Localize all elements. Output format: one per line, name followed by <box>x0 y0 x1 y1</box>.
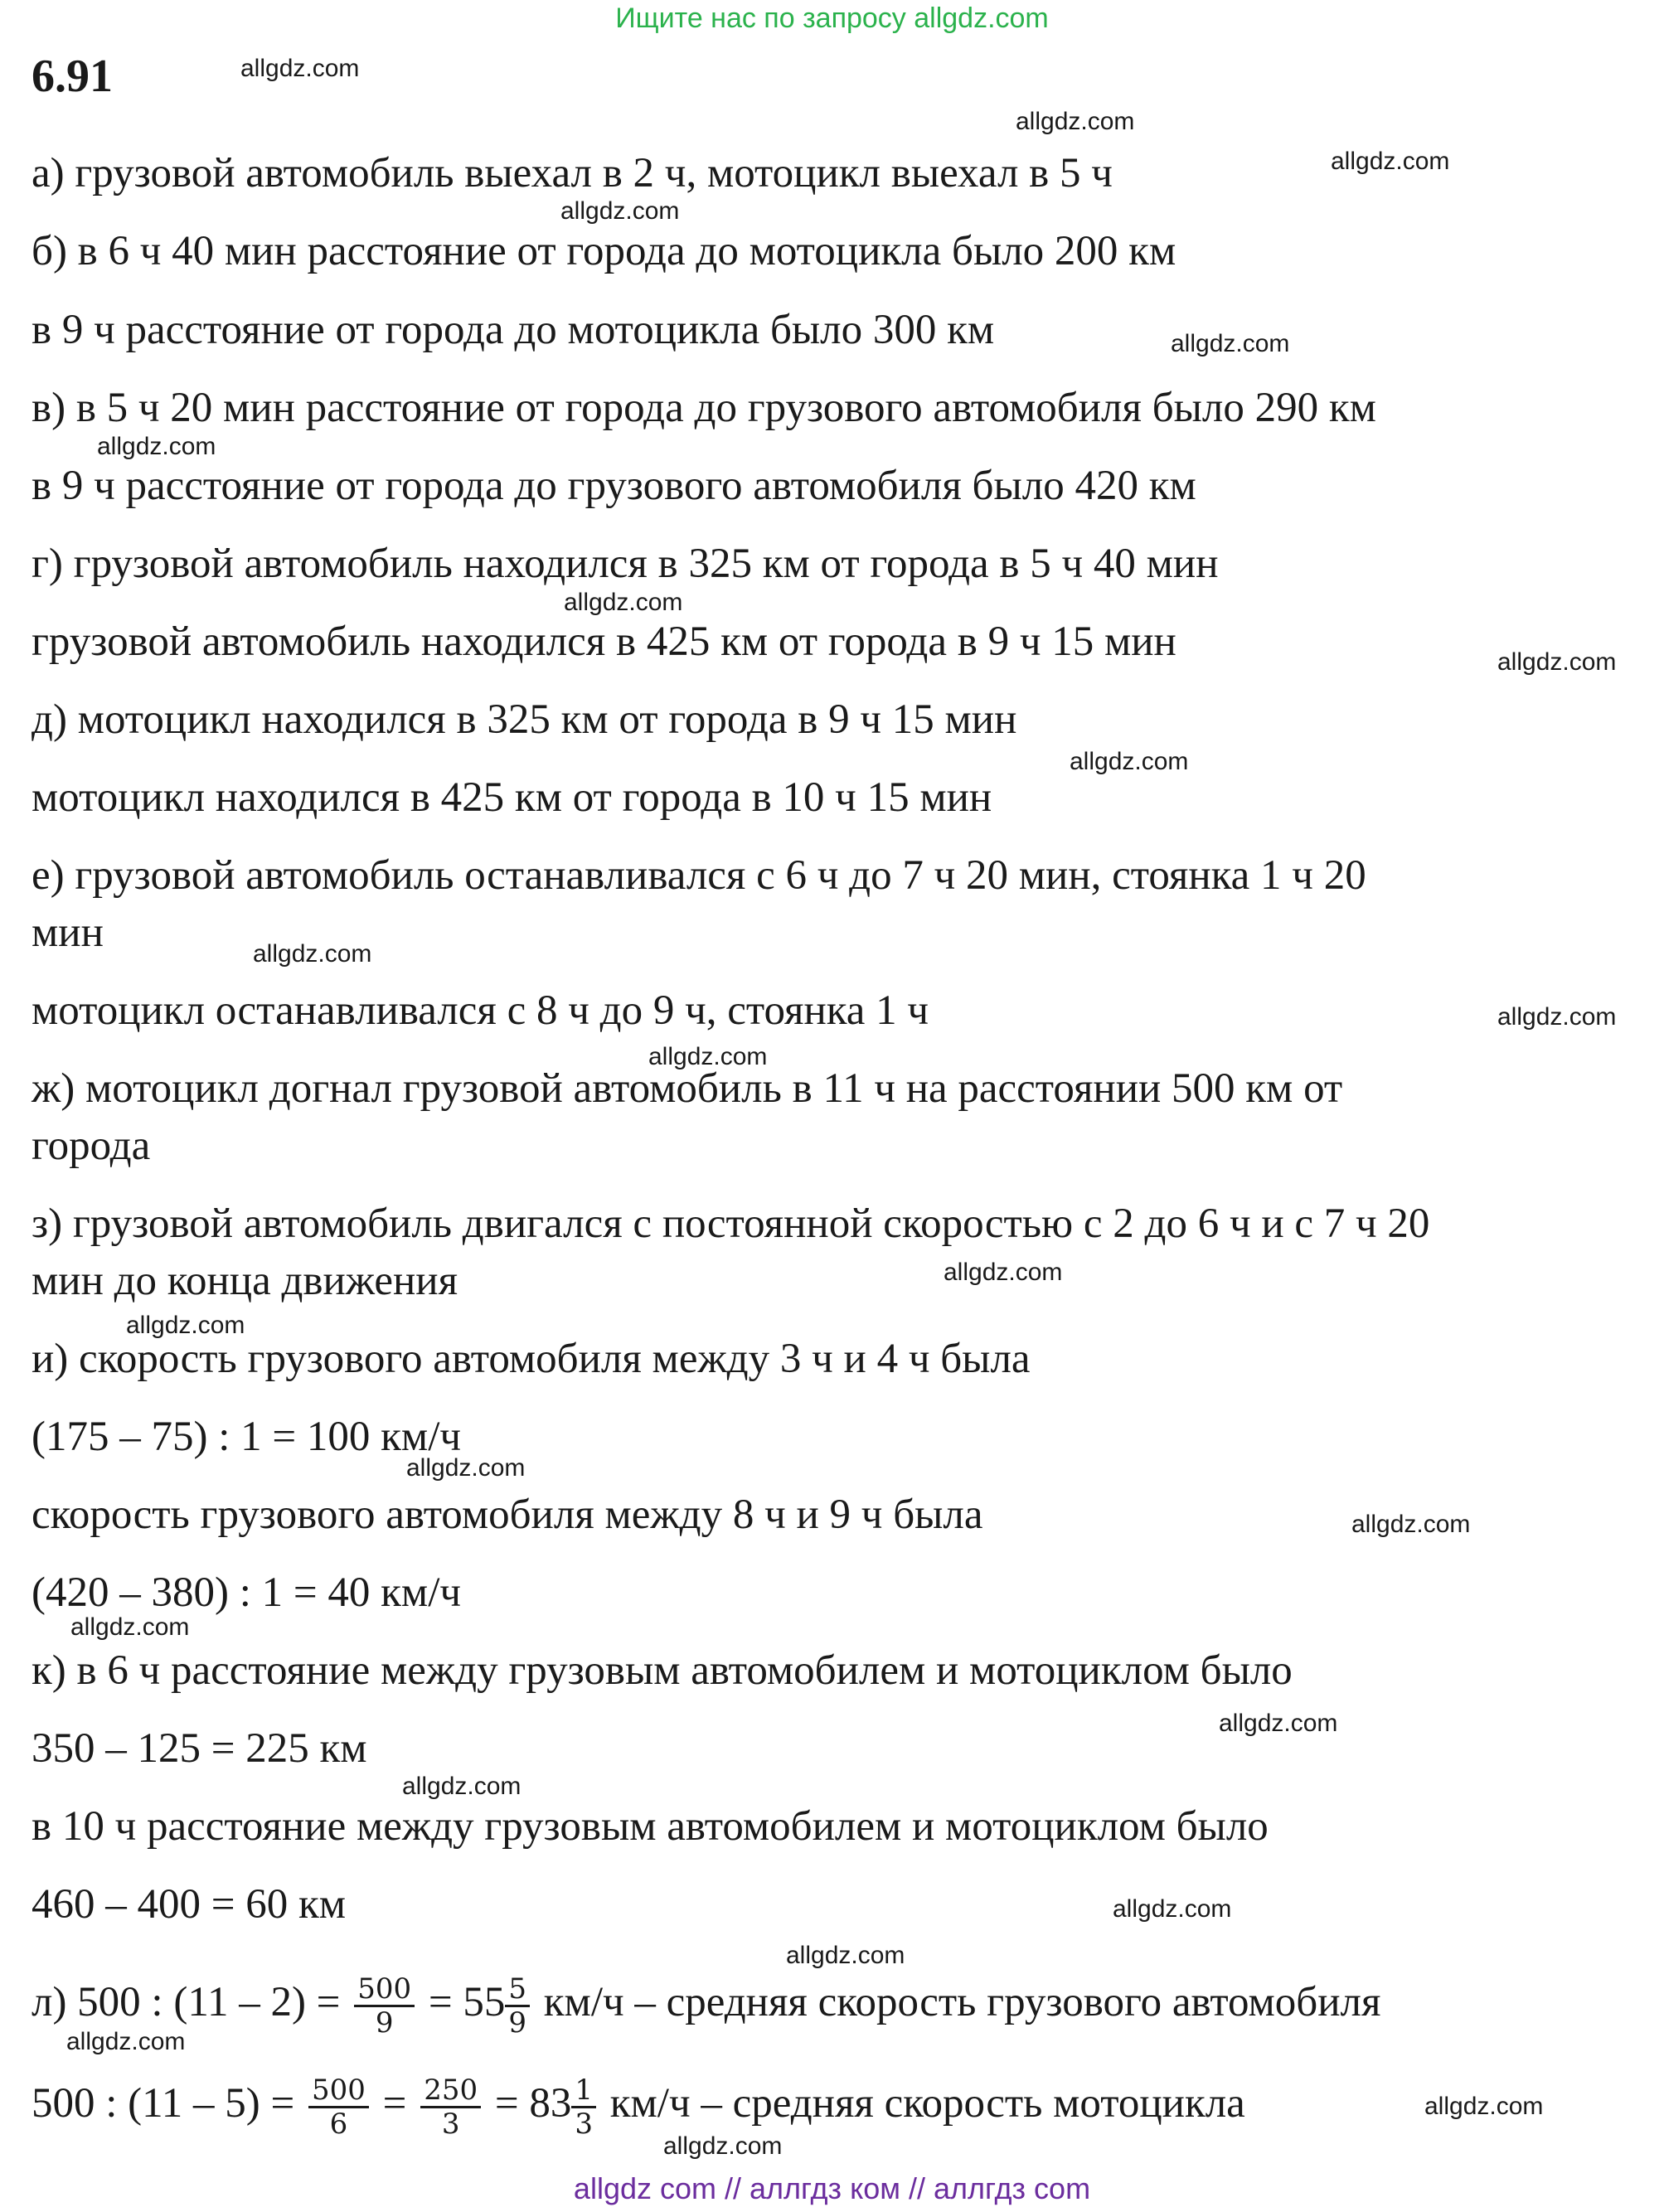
header-banner: Ищите нас по запросу allgdz.com <box>615 2 1049 34</box>
watermark: allgdz.com <box>1016 108 1135 135</box>
fraction-denominator: 9 <box>508 2006 527 2040</box>
fraction-numerator: 500 <box>308 2074 369 2108</box>
answer-line-zh1: ж) мотоцикл догнал грузовой автомобиль в 11 ч на расстоянии 500 км от <box>32 1065 1343 1112</box>
answer-line-i4: (420 – 380) : 1 = 40 км/ч <box>32 1569 462 1616</box>
answer-line-z1: з) грузовой автомобиль двигался с постоянной скоростью с 2 до 6 ч и с 7 ч 20 <box>32 1201 1430 1247</box>
answer-line-b2: в 9 ч расстояние от города до мотоцикла было 300 км <box>32 307 995 353</box>
answer-line-e1: е) грузовой автомобиль останавливался с 6 ч до 7 ч 20 мин, стоянка 1 ч 20 <box>32 852 1366 899</box>
fraction-denominator: 3 <box>575 2107 593 2141</box>
watermark: allgdz.com <box>1424 2093 1544 2120</box>
watermark: allgdz.com <box>1331 148 1450 175</box>
fraction-denominator: 6 <box>329 2107 348 2141</box>
watermark: allgdz.com <box>560 197 680 225</box>
l1-suffix: км/ч – средняя скорость грузового автомобиля <box>543 1979 1381 2025</box>
fraction-numerator: 250 <box>420 2074 481 2108</box>
task-number: 6.91 <box>32 51 113 102</box>
watermark: allgdz.com <box>944 1259 1063 1286</box>
fraction-numerator: 500 <box>354 1973 415 2007</box>
watermark: allgdz.com <box>564 589 683 616</box>
answer-line-a: а) грузовой автомобиль выехал в 2 ч, мотоцикл выехал в 5 ч <box>32 150 1113 196</box>
watermark: allgdz.com <box>1351 1511 1471 1538</box>
answer-line-l1 <box>32 1965 1380 2040</box>
l1-prefix: л) 500 : (11 – 2) = <box>32 1979 341 2025</box>
answer-line-i3: скорость грузового автомобиля между 8 ч и 9 ч была <box>32 1492 983 1538</box>
answer-line-i1: и) скорость грузового автомобиля между 3 ч и 4 ч была <box>32 1336 1031 1382</box>
l2-prefix: 500 : (11 – 5) = <box>32 2080 295 2127</box>
fraction-numerator: 1 <box>571 2074 596 2108</box>
watermark: allgdz.com <box>663 2132 783 2160</box>
fraction-500-6 <box>308 2074 369 2140</box>
watermark: allgdz.com <box>70 1613 190 1641</box>
l2-equals-1: = <box>382 2080 407 2127</box>
answer-line-d1: д) мотоцикл находился в 325 км от города в 9 ч 15 мин <box>32 696 1017 743</box>
answer-line-e2: мотоцикл останавливался с 8 ч до 9 ч, стоянка 1 ч <box>32 987 929 1034</box>
watermark: allgdz.com <box>406 1454 526 1482</box>
watermark: allgdz.com <box>402 1773 522 1800</box>
fraction-numerator: 5 <box>505 1973 530 2007</box>
watermark: allgdz.com <box>786 1942 905 1969</box>
answer-line-g1: г) грузовой автомобиль находился в 325 км от города в 5 ч 40 мин <box>32 541 1219 587</box>
watermark: allgdz.com <box>1497 648 1617 676</box>
l2-suffix: км/ч – средняя скорость мотоцикла <box>609 2080 1245 2127</box>
mixed-fraction-5-9 <box>505 1973 530 2039</box>
watermark: allgdz.com <box>97 433 216 460</box>
watermark: allgdz.com <box>648 1043 768 1070</box>
answer-line-k4: 460 – 400 = 60 км <box>32 1881 347 1928</box>
fraction-500-9 <box>354 1973 415 2039</box>
answer-line-g2: грузовой автомобиль находился в 425 км от города в 9 ч 15 мин <box>32 618 1176 665</box>
footer-watermark: allgdz com // аллгдз ком // аллгдз com <box>573 2171 1091 2205</box>
watermark: allgdz.com <box>126 1312 245 1339</box>
answer-line-k3: в 10 ч расстояние между грузовым автомобилем и мотоциклом было <box>32 1803 1269 1850</box>
watermark: allgdz.com <box>1497 1003 1617 1031</box>
watermark: allgdz.com <box>240 55 360 82</box>
answer-line-e1-wrap: мин <box>32 910 104 956</box>
l1-equals: = 55 <box>428 1979 506 2025</box>
watermark: allgdz.com <box>66 2028 186 2055</box>
answer-line-v2: в 9 ч расстояние от города до грузового автомобиля было 420 км <box>32 463 1196 509</box>
mixed-fraction-1-3 <box>571 2074 596 2140</box>
watermark: allgdz.com <box>1171 330 1290 357</box>
answer-line-l2 <box>32 2066 1245 2141</box>
watermark: allgdz.com <box>1070 748 1189 775</box>
fraction-250-3 <box>420 2074 481 2140</box>
watermark: allgdz.com <box>253 940 372 968</box>
answer-line-v1: в) в 5 ч 20 мин расстояние от города до грузового автомобиля было 290 км <box>32 385 1376 431</box>
fraction-denominator: 3 <box>441 2107 460 2141</box>
answer-line-k2: 350 – 125 = 225 км <box>32 1725 367 1772</box>
answer-line-d2: мотоцикл находился в 425 км от города в 10 ч 15 мин <box>32 774 992 821</box>
watermark: allgdz.com <box>1219 1710 1338 1737</box>
answer-line-b1: б) в 6 ч 40 мин расстояние от города до мотоцикла было 200 км <box>32 228 1176 274</box>
answer-line-z1-wrap: мин до конца движения <box>32 1258 458 1304</box>
watermark: allgdz.com <box>1113 1895 1232 1923</box>
l2-equals-2: = 83 <box>494 2080 572 2127</box>
answer-line-zh1-wrap: города <box>32 1123 151 1169</box>
answer-line-k1: к) в 6 ч расстояние между грузовым автомобилем и мотоциклом было <box>32 1647 1293 1694</box>
fraction-denominator: 9 <box>375 2006 394 2040</box>
answer-line-i2: (175 – 75) : 1 = 100 км/ч <box>32 1414 462 1460</box>
